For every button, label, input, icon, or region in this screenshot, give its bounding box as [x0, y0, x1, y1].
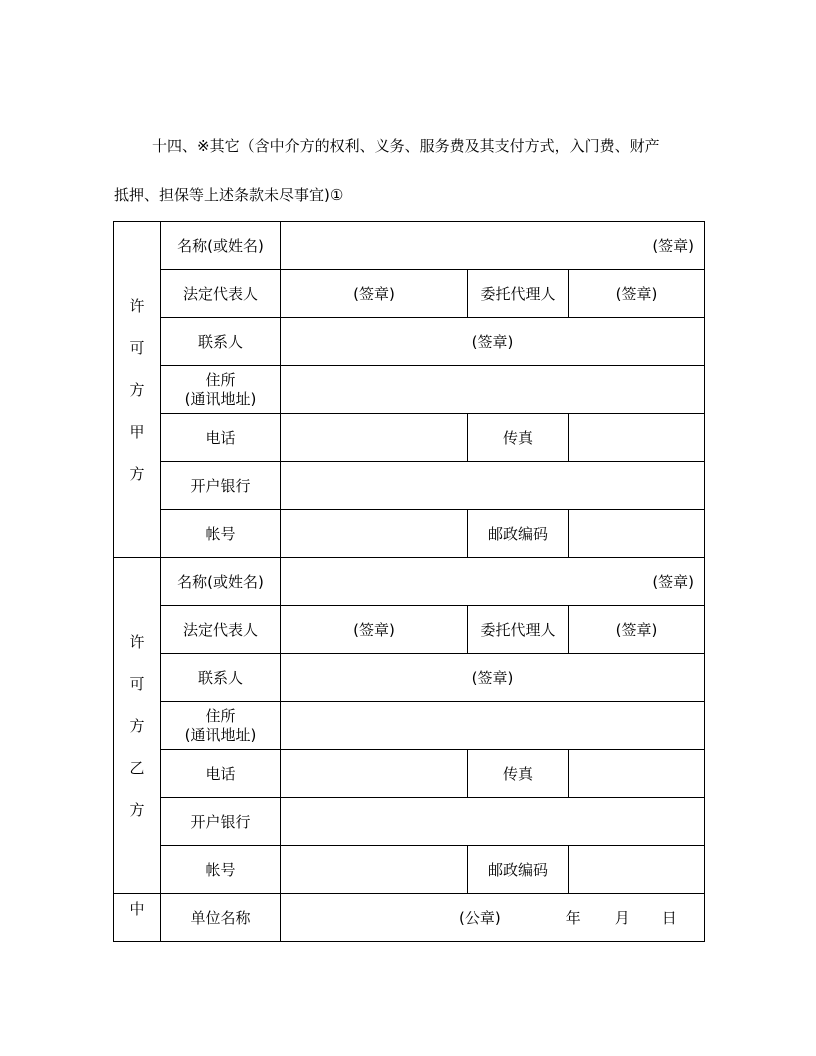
- party-a-address-field[interactable]: [281, 366, 705, 414]
- party-a-bank-row: [114, 462, 705, 510]
- party-a-name-sign: (签章): [652, 237, 695, 255]
- party-a-account-row: [114, 510, 705, 558]
- party-a-name-label: 名称(或姓名): [161, 222, 281, 270]
- party-b-bank-field[interactable]: [281, 798, 705, 846]
- party-a-side-char: 甲: [129, 422, 145, 441]
- party-b-contact-row: [114, 654, 705, 702]
- party-a-legal-rep-label: 法定代表人: [161, 270, 281, 318]
- party-a-agent-label: 委托代理人: [468, 270, 569, 318]
- party-b-legal-rep-row: [114, 606, 705, 654]
- party-a-address-label-2: (通讯地址): [184, 389, 257, 408]
- party-a-postcode-label: 邮政编码: [468, 510, 569, 558]
- intermediary-year: 年: [565, 909, 581, 927]
- party-a-side-char: 许: [129, 296, 145, 315]
- party-b-phone-row: [114, 750, 705, 798]
- party-b-account-row: [114, 846, 705, 894]
- party-a-postcode-field[interactable]: [569, 510, 705, 558]
- party-a-agent-sign: (签章): [615, 285, 658, 303]
- party-b-account-label: 帐号: [161, 846, 281, 894]
- party-b-address-label: [161, 702, 281, 750]
- party-b-name-sign: (签章): [652, 573, 695, 591]
- party-b-bank-row: [114, 798, 705, 846]
- party-a-legal-rep-row: [114, 270, 705, 318]
- party-a-account-label: 帐号: [161, 510, 281, 558]
- party-b-fax-field[interactable]: [569, 750, 705, 798]
- party-a-phone-row: [114, 414, 705, 462]
- party-b-contact-sign: (签章): [471, 669, 514, 687]
- party-a-contact-label: 联系人: [161, 318, 281, 366]
- party-b-legal-rep-label: 法定代表人: [161, 606, 281, 654]
- party-a-side-char: 方: [129, 464, 145, 483]
- party-a-legal-rep-field[interactable]: [281, 270, 468, 318]
- intermediary-seal: (公章): [459, 909, 501, 927]
- party-a-account-field[interactable]: [281, 510, 468, 558]
- party-b-side-label: [114, 558, 161, 894]
- party-b-postcode-field[interactable]: [569, 846, 705, 894]
- party-b-agent-sign: (签章): [615, 621, 658, 639]
- party-b-name-row: [114, 558, 705, 606]
- party-a-address-label-1: 住所: [205, 370, 236, 389]
- party-a-contact-sign: (签章): [471, 333, 514, 351]
- party-b-postcode-label: 邮政编码: [468, 846, 569, 894]
- clause-14-line-2: 抵押、担保等上述条款未尽事宜)①: [114, 186, 344, 204]
- party-a-fax-field[interactable]: [569, 414, 705, 462]
- party-b-bank-label: 开户银行: [161, 798, 281, 846]
- party-b-account-field[interactable]: [281, 846, 468, 894]
- clause-14-line-1: 十四、※其它（含中介方的权利、义务、服务费及其支付方式，入门费、财产: [152, 137, 660, 155]
- party-b-fax-label: 传真: [468, 750, 569, 798]
- party-b-name-field[interactable]: [281, 558, 705, 606]
- party-a-fax-label: 传真: [468, 414, 569, 462]
- party-a-name-row: [114, 222, 705, 270]
- party-a-side-char: 方: [129, 380, 145, 399]
- party-b-side-char: 许: [129, 632, 145, 651]
- signature-table: [113, 221, 705, 942]
- intermediary-side-label: [114, 894, 161, 942]
- party-a-phone-label: 电话: [161, 414, 281, 462]
- party-a-bank-label: 开户银行: [161, 462, 281, 510]
- party-a-contact-field[interactable]: [281, 318, 705, 366]
- party-b-side-char: 可: [129, 674, 145, 693]
- party-b-phone-field[interactable]: [281, 750, 468, 798]
- party-b-contact-label: 联系人: [161, 654, 281, 702]
- party-b-side-char: 乙: [129, 758, 145, 777]
- party-b-address-label-1: 住所: [205, 706, 236, 725]
- party-b-address-row: [114, 702, 705, 750]
- party-a-address-row: [114, 366, 705, 414]
- party-b-agent-field[interactable]: [569, 606, 705, 654]
- party-a-side-label: [114, 222, 161, 558]
- intermediary-side-char: 中: [129, 900, 145, 918]
- party-b-name-label: 名称(或姓名): [161, 558, 281, 606]
- party-a-phone-field[interactable]: [281, 414, 468, 462]
- party-a-agent-field[interactable]: [569, 270, 705, 318]
- party-a-legal-rep-sign: (签章): [353, 285, 395, 303]
- intermediary-month: 月: [614, 909, 630, 927]
- party-b-legal-rep-sign: (签章): [353, 621, 395, 639]
- party-a-side-char: 可: [129, 338, 145, 357]
- party-a-name-field[interactable]: [281, 222, 705, 270]
- party-b-phone-label: 电话: [161, 750, 281, 798]
- party-b-contact-field[interactable]: [281, 654, 705, 702]
- party-b-side-char: 方: [129, 800, 145, 819]
- party-b-side-char: 方: [129, 716, 145, 735]
- party-a-contact-row: [114, 318, 705, 366]
- party-b-agent-label: 委托代理人: [468, 606, 569, 654]
- party-b-legal-rep-field[interactable]: [281, 606, 468, 654]
- party-b-address-label-2: (通讯地址): [184, 725, 257, 744]
- intermediary-unit-label: 单位名称: [161, 894, 281, 942]
- intermediary-day: 日: [661, 909, 677, 927]
- clause-14-paragraph: [114, 122, 706, 220]
- party-a-address-label: [161, 366, 281, 414]
- intermediary-unit-row: [114, 894, 705, 942]
- party-b-address-field[interactable]: [281, 702, 705, 750]
- party-a-bank-field[interactable]: [281, 462, 705, 510]
- intermediary-unit-field[interactable]: [281, 894, 705, 942]
